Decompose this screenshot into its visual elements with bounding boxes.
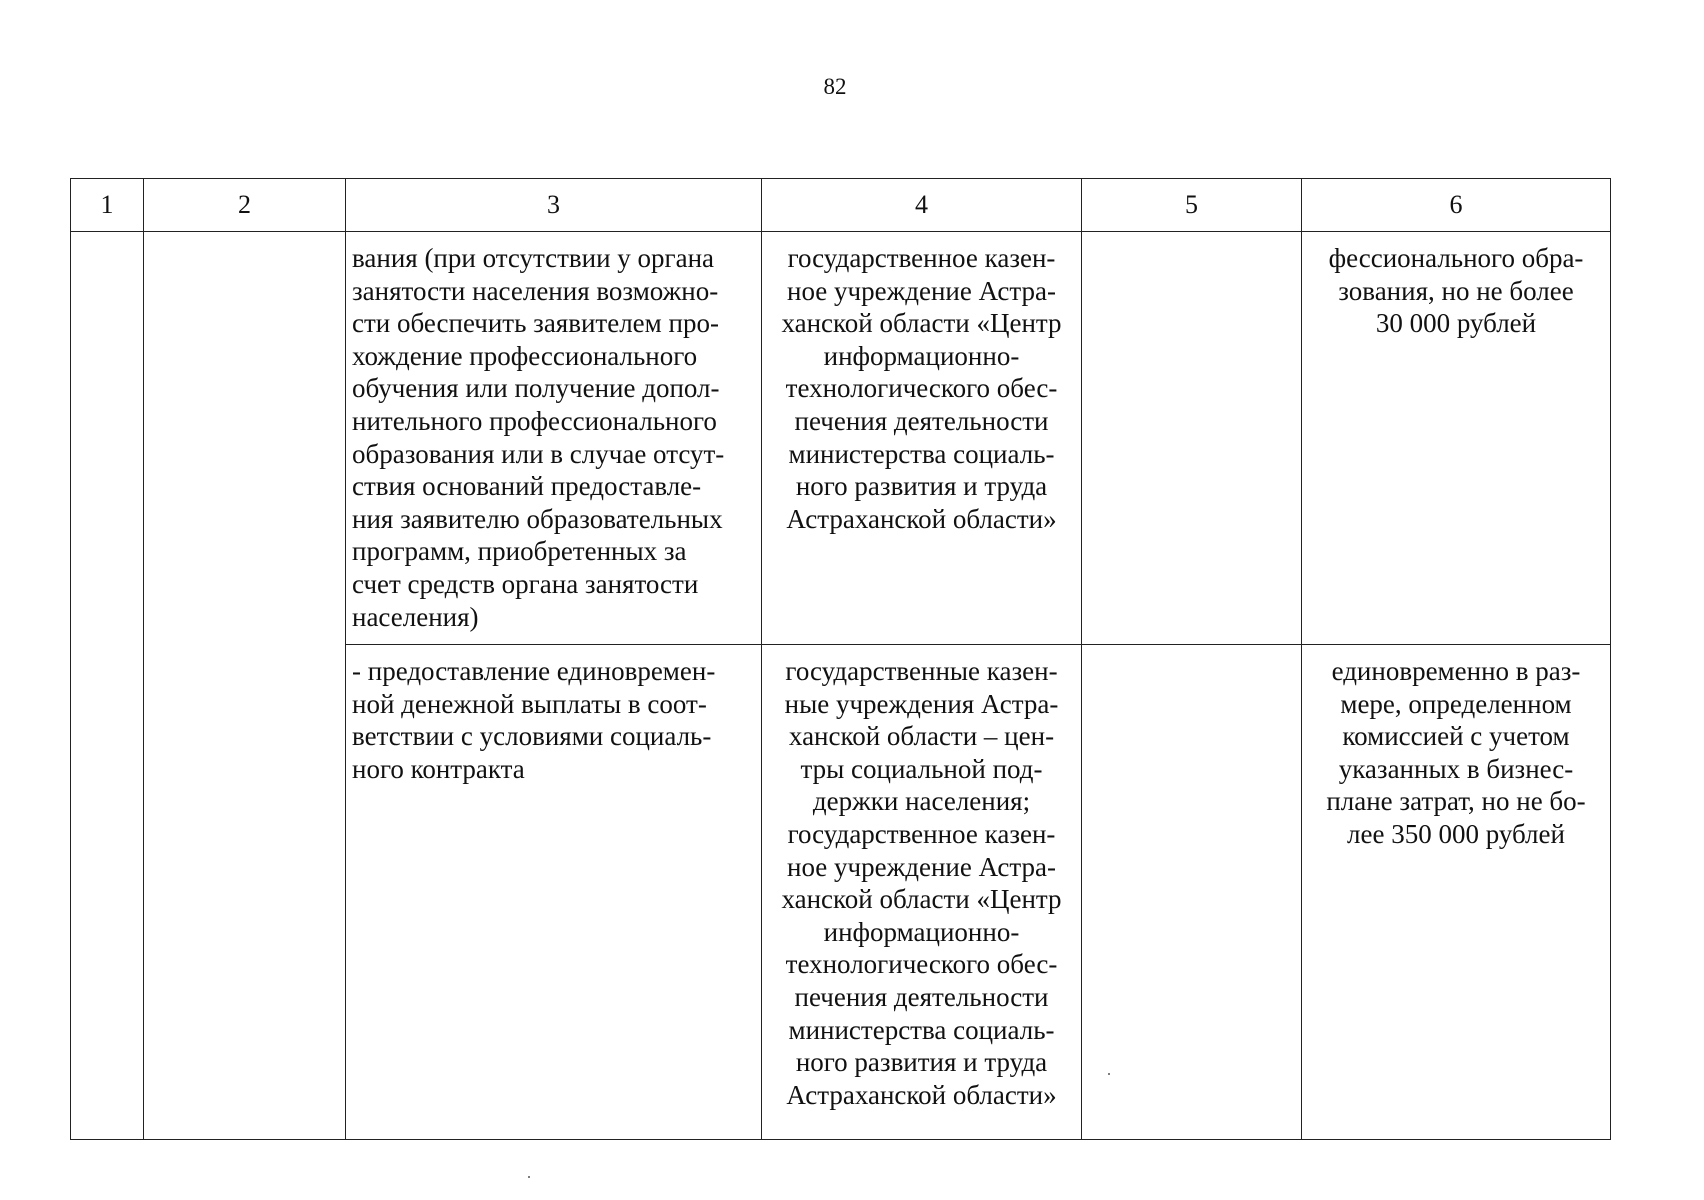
page-number: 82 <box>823 74 847 99</box>
table-cell-col3 <box>346 232 762 645</box>
column-header-4: 4 <box>762 179 1082 232</box>
table-cell-col4 <box>762 645 1082 1140</box>
table-cell-col4 <box>762 232 1082 645</box>
column-header-2: 2 <box>144 179 346 232</box>
column-header-3: 3 <box>346 179 762 232</box>
cell-text: государственное казен- ное учреждение Астра- ханской области «Центр информационно- технологического обес- печения деятельности министерства социаль- ного развития и труда Астраханской области» <box>781 243 1062 534</box>
column-header-6: 6 <box>1302 179 1611 232</box>
table-header-row <box>71 179 1611 232</box>
scan-speck <box>528 1176 530 1178</box>
document-table <box>70 178 1611 1140</box>
column-header-1: 1 <box>71 179 144 232</box>
cell-text: единовременно в раз- мере, определенном комиссией с учетом указанных в бизнес- плане затрат, но не бо- лее 350 000 рублей <box>1326 656 1586 849</box>
cell-text: государственные казен- ные учреждения Астра- ханской области – цен- тры социальной под- держки населения; государственное казен- ное учреждение Астра- ханской области «Центр информационно- технологического обес- печения деятельности министерства социаль- ного развития и труда Астраханской области» <box>781 656 1062 1110</box>
table-cell-col3 <box>346 645 762 1140</box>
table-cell-col1 <box>71 232 144 1140</box>
table-cell-col2 <box>144 232 346 1140</box>
cell-text: - предоставление единовремен- ной денежной выплаты в соот- ветствии с условиями социаль- ного контракта <box>352 656 716 784</box>
table-cell-col5 <box>1082 645 1302 1140</box>
table-cell-col6 <box>1302 232 1611 645</box>
table-row <box>71 232 1611 645</box>
table-cell-col5 <box>1082 232 1302 645</box>
column-header-5: 5 <box>1082 179 1302 232</box>
cell-text: фессионального обра- зования, но не более 30 000 рублей <box>1328 243 1584 339</box>
table-cell-col6 <box>1302 645 1611 1140</box>
cell-text: вания (при отсутствии у органа занятости населения возможно- сти обеспечить заявителем про- хождение профессионального обучения или получение допол- нительного профессионального образования или в случае отсут- ствия оснований предоставле- ния заявителю образовательных программ, приобретенных за счет средств органа занятости населения) <box>352 243 725 632</box>
scan-speck <box>1108 1073 1110 1075</box>
